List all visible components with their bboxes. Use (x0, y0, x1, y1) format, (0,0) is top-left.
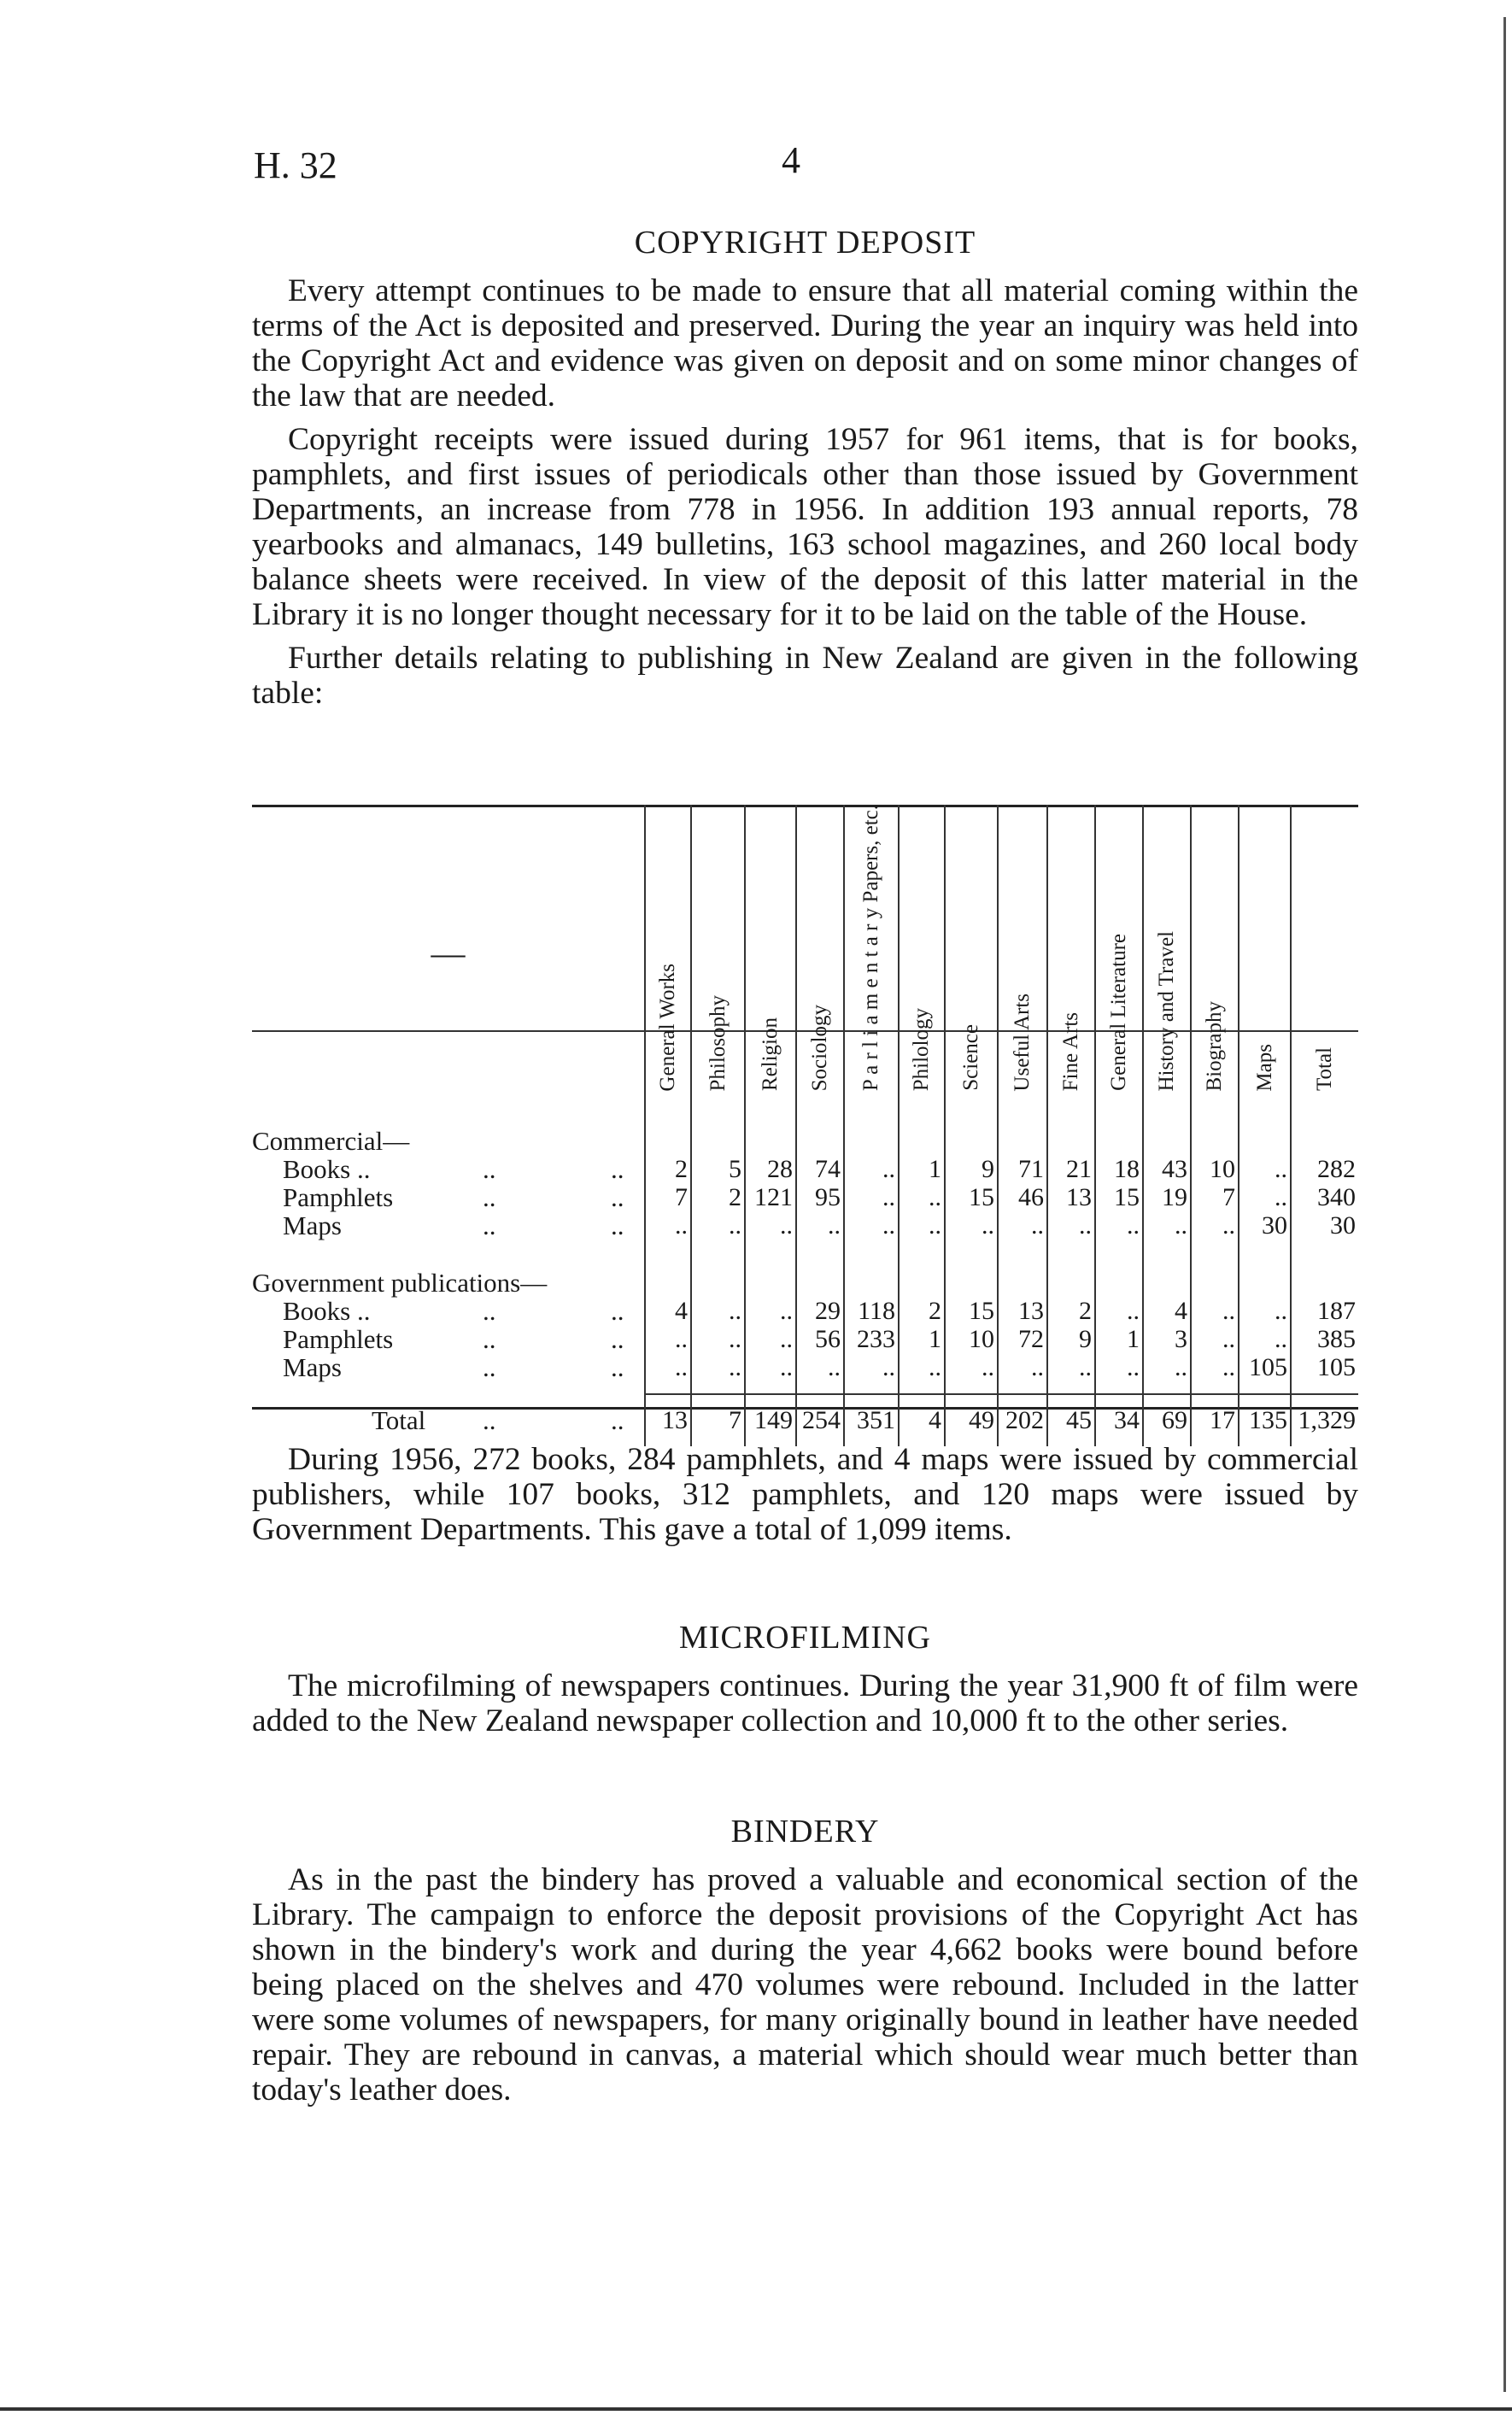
empty-cell (1291, 1269, 1358, 1297)
empty-cell (844, 1127, 899, 1155)
column-header (745, 805, 796, 1101)
row-label-cell (252, 1183, 645, 1211)
leader-dots: .. (611, 1404, 624, 1435)
table-cell: .. (1047, 1353, 1095, 1381)
table-cell: 28 (745, 1155, 796, 1183)
leader-dots: .. (611, 1154, 624, 1185)
table-cell: .. (1191, 1297, 1239, 1325)
column-header-label: Fine Arts (1059, 1011, 1082, 1092)
table-cell: 13 (998, 1297, 1047, 1325)
table-cell: .. (1143, 1211, 1191, 1240)
table-cell: .. (745, 1297, 796, 1325)
spacer-cell (1291, 1240, 1358, 1269)
column-header (645, 805, 691, 1101)
table-cell: 10 (1191, 1155, 1239, 1183)
table-cell: 71 (998, 1155, 1047, 1183)
table-cell: 15 (1095, 1183, 1143, 1211)
empty-cell (844, 1269, 899, 1297)
empty-cell (1239, 1269, 1291, 1297)
group-label: Government publications— (252, 1268, 548, 1298)
empty-cell (1095, 1269, 1143, 1297)
row-label-cell (252, 1155, 645, 1183)
empty-cell (796, 1269, 844, 1297)
spacer-cell (645, 1240, 691, 1269)
spacer-cell (1191, 1101, 1239, 1127)
spacer-cell (1047, 1101, 1095, 1127)
table-cell: .. (1047, 1211, 1095, 1240)
total-cell: 49 (945, 1394, 998, 1446)
table-cell: .. (844, 1155, 899, 1183)
spacer-cell (1047, 1240, 1095, 1269)
spacer-cell (745, 1240, 796, 1269)
table-cell: .. (645, 1211, 691, 1240)
table-cell: 19 (1143, 1183, 1191, 1211)
column-header (1191, 805, 1239, 1101)
spacer-cell (1047, 1381, 1095, 1394)
total-cell: 45 (1047, 1394, 1095, 1446)
spacer-cell (1239, 1381, 1291, 1394)
spacer-cell (945, 1101, 998, 1127)
publishing-table (252, 805, 1358, 1446)
spacer-row (252, 1101, 1358, 1127)
row-label: Maps (283, 1210, 342, 1241)
empty-cell (1047, 1269, 1095, 1297)
spacer-cell (1239, 1101, 1291, 1127)
group-header-row (252, 1127, 1358, 1155)
table-cell: 7 (1191, 1183, 1239, 1211)
total-cell: 202 (998, 1394, 1047, 1446)
table-cell: .. (745, 1211, 796, 1240)
microfilming-section (252, 1619, 1358, 1738)
table-cell: .. (1239, 1155, 1291, 1183)
table-cell: .. (945, 1353, 998, 1381)
leader-dots: .. (483, 1352, 496, 1383)
table-cell: 105 (1291, 1353, 1358, 1381)
leader-dots: .. (483, 1324, 496, 1355)
column-header-label: Maps (1252, 1043, 1276, 1092)
column-header-label: Biography (1203, 1000, 1226, 1092)
table-cell: 30 (1239, 1211, 1291, 1240)
spacer-cell (252, 1240, 645, 1269)
empty-cell (945, 1269, 998, 1297)
empty-cell (745, 1127, 796, 1155)
column-header (796, 805, 844, 1101)
total-cell: 69 (1143, 1394, 1191, 1446)
spacer-cell (796, 1240, 844, 1269)
table-cell: 72 (998, 1325, 1047, 1353)
row-label: Pamphlets (283, 1182, 394, 1213)
table-cell: .. (645, 1325, 691, 1353)
table-cell: .. (844, 1183, 899, 1211)
table-cell: 233 (844, 1325, 899, 1353)
table-cell: .. (796, 1353, 844, 1381)
table-row (252, 1211, 1358, 1240)
empty-cell (1143, 1127, 1191, 1155)
table-cell: .. (1239, 1183, 1291, 1211)
spacer-cell (899, 1101, 945, 1127)
table-cell: .. (796, 1211, 844, 1240)
paragraph: Copyright receipts were issued during 1957 for 961 items, that is for books, pamphlets, and first issues of periodicals other than those issued by Government Departments, an increase from 778 in 1956. In addition 193 annual reports, 78 yearbooks and almanacs, 149 bulletins, 163 school magazines, and 260 local body balance sheets were received. In view of the deposit of this latter material in the Library it is no longer thought necessary for it to be laid on the table of the House. (252, 422, 1358, 632)
spacer-cell (844, 1101, 899, 1127)
page-edge-bottom (0, 2407, 1512, 2411)
table-cell: 4 (1143, 1297, 1191, 1325)
spacer-cell (1143, 1101, 1191, 1127)
spacer-cell (899, 1240, 945, 1269)
table-row (252, 1353, 1358, 1381)
table-cell: 340 (1291, 1183, 1358, 1211)
spacer-cell (1095, 1381, 1143, 1394)
spacer-cell (945, 1240, 998, 1269)
paragraph: The microfilming of newspapers continues. During the year 31,900 ft of film were added to the New Zealand newspaper collection and 10,000 ft to the other series. (252, 1668, 1358, 1738)
table-cell: 46 (998, 1183, 1047, 1211)
page-edge-right (1503, 17, 1506, 2392)
table-cell: .. (1095, 1353, 1143, 1381)
table-cell: 118 (844, 1297, 899, 1325)
table-cell: 105 (1239, 1353, 1291, 1381)
spacer-cell (645, 1381, 691, 1394)
section-heading-bindery: BINDERY (730, 1814, 880, 1849)
spacer-cell (998, 1101, 1047, 1127)
table-cell: 2 (645, 1155, 691, 1183)
table-cell: 43 (1143, 1155, 1191, 1183)
table-cell: 5 (691, 1155, 745, 1183)
table-row (252, 1297, 1358, 1325)
empty-cell (745, 1269, 796, 1297)
total-cell: 351 (844, 1394, 899, 1446)
spacer-cell (945, 1381, 998, 1394)
leader-dots: .. (611, 1210, 624, 1241)
column-header-label: Total (1313, 1047, 1336, 1092)
row-label-cell (252, 1353, 645, 1381)
table-cell: .. (645, 1353, 691, 1381)
table-row (252, 1183, 1358, 1211)
table-cell: 385 (1291, 1325, 1358, 1353)
column-header (1047, 805, 1095, 1101)
row-label-cell (252, 1394, 645, 1446)
row-label-cell (252, 1211, 645, 1240)
table-cell: 7 (645, 1183, 691, 1211)
column-header-label: History and Travel (1155, 930, 1178, 1092)
empty-cell (1239, 1127, 1291, 1155)
row-label: Books .. (283, 1296, 371, 1327)
column-header-label: Useful Arts (1011, 993, 1034, 1092)
column-header (1239, 805, 1291, 1101)
table-cell: .. (844, 1353, 899, 1381)
total-cell: 149 (745, 1394, 796, 1446)
table-cell: 1 (1095, 1325, 1143, 1353)
empty-cell (998, 1269, 1047, 1297)
copyright-section (252, 224, 1358, 711)
table-cell: .. (899, 1353, 945, 1381)
table-cell: 9 (945, 1155, 998, 1183)
spacer-cell (796, 1381, 844, 1394)
spacer-row (252, 1381, 1358, 1394)
table-cell: .. (899, 1211, 945, 1240)
empty-cell (899, 1269, 945, 1297)
table-cell: 30 (1291, 1211, 1358, 1240)
table-cell: .. (998, 1353, 1047, 1381)
column-header-label: General Works (656, 963, 679, 1092)
table-cell: 13 (1047, 1183, 1095, 1211)
table-cell: 15 (945, 1297, 998, 1325)
empty-cell (691, 1127, 745, 1155)
column-header-label: Philosophy (706, 994, 730, 1092)
table-cell: .. (691, 1325, 745, 1353)
table-cell: 15 (945, 1183, 998, 1211)
spacer-cell (1095, 1101, 1143, 1127)
paragraph: During 1956, 272 books, 284 pamphlets, and 4 maps were issued by commercial publishers, while 107 books, 312 pamphlets, and 120 maps were issued by Government Departments. This gave a total of 1,099 items. (252, 1442, 1358, 1547)
table-cell: .. (1143, 1353, 1191, 1381)
spacer-cell (1143, 1240, 1191, 1269)
total-cell: 4 (899, 1394, 945, 1446)
row-label: Maps (283, 1352, 342, 1383)
table-cell: .. (844, 1211, 899, 1240)
section-heading-copyright: COPYRIGHT DEPOSIT (634, 225, 976, 261)
leader-dots: .. (483, 1404, 496, 1435)
table-cell: .. (691, 1353, 745, 1381)
table-cell: 74 (796, 1155, 844, 1183)
table-cell: .. (745, 1325, 796, 1353)
spacer-cell (1239, 1240, 1291, 1269)
column-header-label: Science (959, 1024, 982, 1092)
total-cell: 254 (796, 1394, 844, 1446)
column-header (1291, 805, 1358, 1101)
column-header-label: Philology (910, 1007, 933, 1092)
table-corner: — (431, 934, 466, 973)
empty-cell (899, 1127, 945, 1155)
table-cell: 121 (745, 1183, 796, 1211)
table-cell: 95 (796, 1183, 844, 1211)
column-header (691, 805, 745, 1101)
column-header-label: Religion (759, 1017, 782, 1092)
spacer-cell (745, 1101, 796, 1127)
table-cell: 10 (945, 1325, 998, 1353)
table-cell: 1 (899, 1155, 945, 1183)
table-cell: .. (899, 1183, 945, 1211)
section-heading-microfilming: MICROFILMING (679, 1620, 931, 1656)
table-row (252, 1325, 1358, 1353)
leader-dots: .. (611, 1324, 624, 1355)
spacer-cell (252, 1101, 645, 1127)
spacer-row (252, 1240, 1358, 1269)
table-cell: 2 (1047, 1297, 1095, 1325)
empty-cell (691, 1269, 745, 1297)
spacer-cell (252, 1381, 645, 1394)
table-cell: 2 (899, 1297, 945, 1325)
paragraph: Every attempt continues to be made to ensure that all material coming within the terms of the Act is deposited and preserved. During the year an inquiry was held into the Copyright Act and evidence was given on deposit and on some minor changes of the law that are needed. (252, 273, 1358, 413)
leader-dots: .. (483, 1154, 496, 1185)
total-cell: 34 (1095, 1394, 1143, 1446)
table-cell: 21 (1047, 1155, 1095, 1183)
spacer-cell (1191, 1240, 1239, 1269)
spacer-cell (998, 1381, 1047, 1394)
table-cell: .. (1095, 1297, 1143, 1325)
bindery-section (252, 1813, 1358, 2107)
table-cell: 29 (796, 1297, 844, 1325)
spacer-cell (844, 1381, 899, 1394)
row-label-cell (252, 1325, 645, 1353)
column-header (1143, 805, 1191, 1101)
column-header-label: P a r l i a m e n t a r y Papers, etc. (859, 805, 882, 1092)
total-cell: 1,329 (1291, 1394, 1358, 1446)
table-cell: .. (1239, 1297, 1291, 1325)
empty-cell (645, 1269, 691, 1297)
empty-cell (1191, 1127, 1239, 1155)
empty-cell (1095, 1127, 1143, 1155)
leader-dots: .. (483, 1210, 496, 1241)
column-header (998, 805, 1047, 1101)
group-header-row (252, 1269, 1358, 1297)
column-header-label: General Literature (1107, 934, 1130, 1092)
table-cell: .. (691, 1211, 745, 1240)
table-cell: .. (1191, 1211, 1239, 1240)
leader-dots: .. (483, 1182, 496, 1213)
spacer-cell (745, 1381, 796, 1394)
table-row (252, 1155, 1358, 1183)
empty-cell (945, 1127, 998, 1155)
empty-cell (645, 1127, 691, 1155)
spacer-cell (998, 1240, 1047, 1269)
group-label: Commercial— (252, 1126, 410, 1157)
spacer-cell (691, 1381, 745, 1394)
table-cell: 282 (1291, 1155, 1358, 1183)
empty-cell (1047, 1127, 1095, 1155)
total-label: Total (372, 1404, 426, 1435)
table-cell: 2 (691, 1183, 745, 1211)
leader-dots: .. (611, 1296, 624, 1327)
column-header (1095, 805, 1143, 1101)
empty-cell (1143, 1269, 1191, 1297)
total-cell: 7 (691, 1394, 745, 1446)
column-header (945, 805, 998, 1101)
column-header-label: Sociology (808, 1004, 831, 1092)
document-id: H. 32 (254, 144, 337, 186)
empty-cell (1291, 1127, 1358, 1155)
after-table-section (252, 1442, 1358, 1547)
spacer-cell (1143, 1381, 1191, 1394)
table-cell: 18 (1095, 1155, 1143, 1183)
leader-dots: .. (611, 1352, 624, 1383)
table-cell: 9 (1047, 1325, 1095, 1353)
table-cell: .. (1095, 1211, 1143, 1240)
spacer-cell (1095, 1240, 1143, 1269)
column-header (844, 805, 899, 1101)
table-cell: .. (1191, 1353, 1239, 1381)
table-cell: .. (745, 1353, 796, 1381)
total-cell: 135 (1239, 1394, 1291, 1446)
total-cell: 13 (645, 1394, 691, 1446)
table-cell: .. (945, 1211, 998, 1240)
spacer-cell (691, 1240, 745, 1269)
empty-cell (796, 1127, 844, 1155)
spacer-cell (899, 1381, 945, 1394)
spacer-cell (691, 1101, 745, 1127)
table-cell: 3 (1143, 1325, 1191, 1353)
row-label-cell (252, 1297, 645, 1325)
column-header (899, 805, 945, 1101)
spacer-cell (796, 1101, 844, 1127)
row-label: Pamphlets (283, 1324, 394, 1355)
table-cell: 1 (899, 1325, 945, 1353)
table-cell: 4 (645, 1297, 691, 1325)
leader-dots: .. (611, 1182, 624, 1213)
total-cell: 17 (1191, 1394, 1239, 1446)
table-cell: 187 (1291, 1297, 1358, 1325)
table-cell: .. (998, 1211, 1047, 1240)
row-label: Books .. (283, 1154, 371, 1185)
paragraph: Further details relating to publishing in New Zealand are given in the following table: (252, 641, 1358, 711)
leader-dots: .. (483, 1296, 496, 1327)
empty-cell (1191, 1269, 1239, 1297)
table-cell: 56 (796, 1325, 844, 1353)
table-cell: .. (1239, 1325, 1291, 1353)
spacer-cell (1291, 1381, 1358, 1394)
table-cell: .. (1191, 1325, 1239, 1353)
table-cell: .. (691, 1297, 745, 1325)
paragraph: As in the past the bindery has proved a valuable and economical section of the Library. The campaign to enforce the deposit provisions of the Copyright Act has shown in the bindery's work and during the year 4,662 books were bound before being placed on the shelves and 470 volumes were rebound. Included in the latter were some volumes of newspapers, for many originally bound in leather have needed repair. They are rebound in canvas, a material which should wear much better than today's leather does. (252, 1862, 1358, 2107)
spacer-cell (645, 1101, 691, 1127)
page-number: 4 (782, 139, 800, 181)
total-row (252, 1394, 1358, 1446)
spacer-cell (1191, 1381, 1239, 1394)
empty-cell (998, 1127, 1047, 1155)
spacer-cell (844, 1240, 899, 1269)
spacer-cell (1291, 1101, 1358, 1127)
